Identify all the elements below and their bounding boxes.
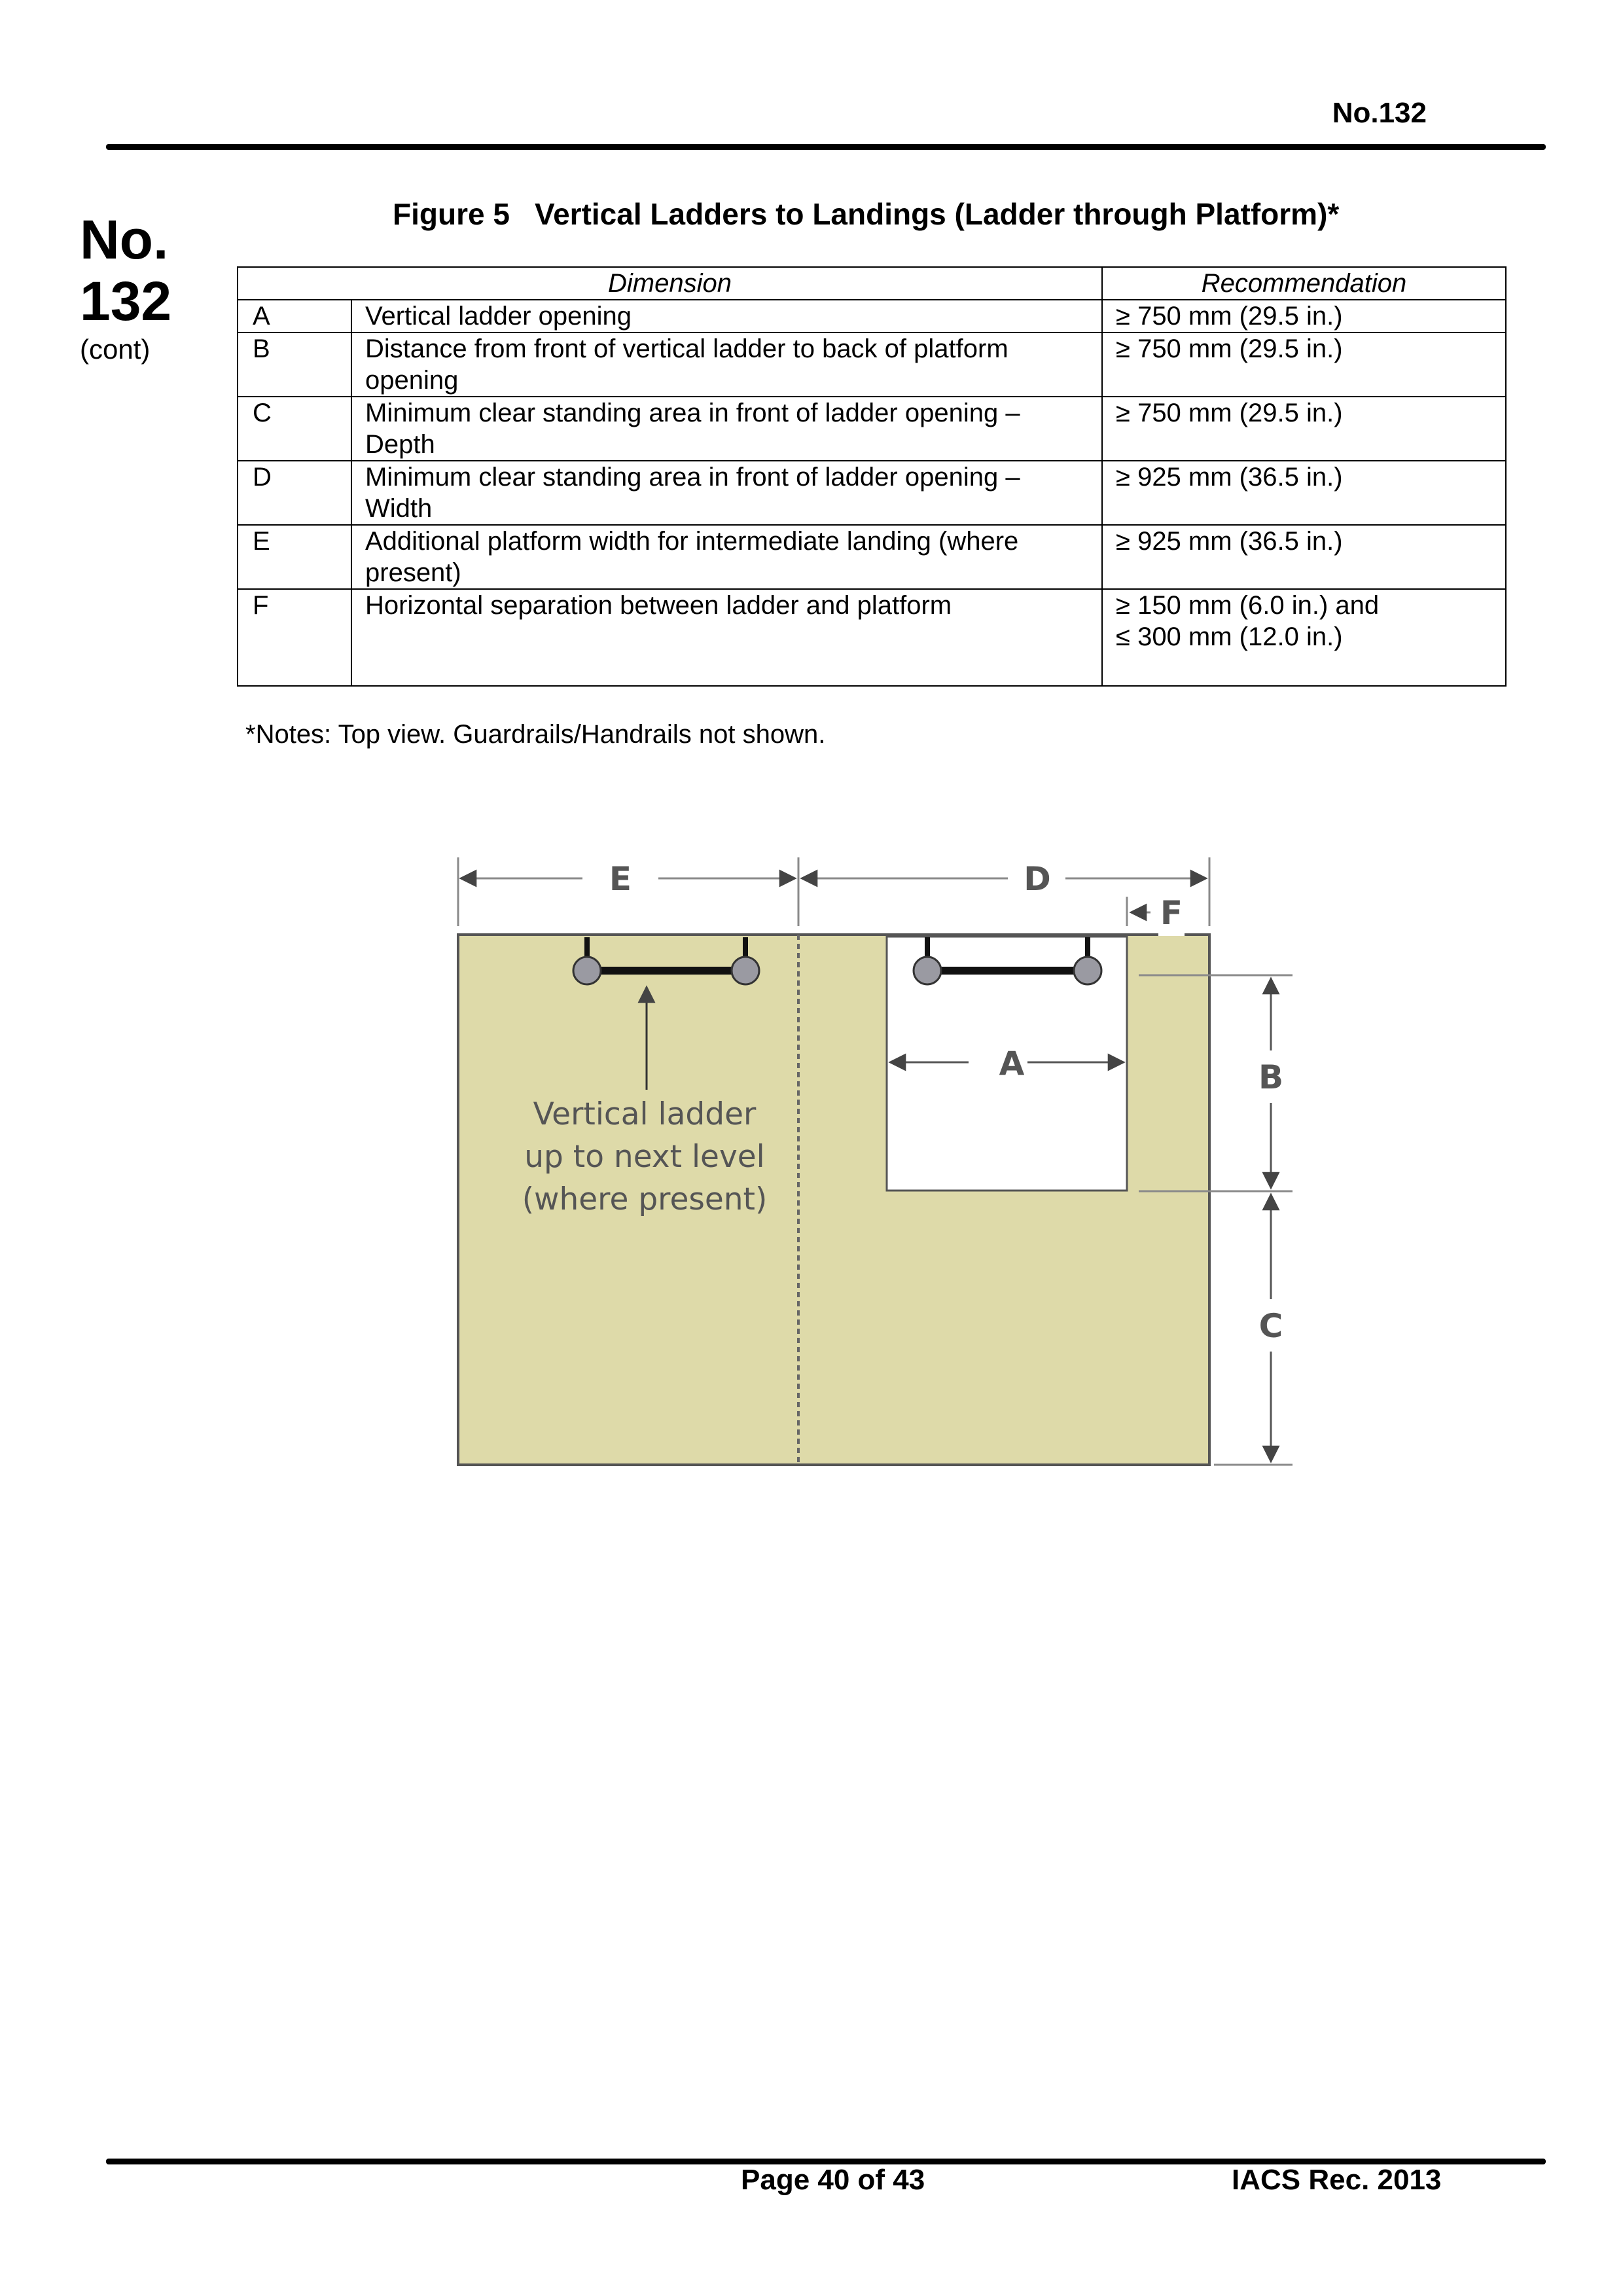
callout-line: Vertical ladder	[533, 1096, 757, 1132]
row-letter: D	[238, 461, 351, 525]
table-row	[238, 397, 1506, 461]
recommendation-line: ≥ 750 mm (29.5 in.)	[1116, 334, 1343, 363]
figure-notes: *Notes: Top view. Guardrails/Handrails not shown.	[245, 720, 826, 749]
table-row	[238, 589, 1506, 686]
side-label-cont: (cont)	[80, 334, 151, 365]
recommendation-line: ≥ 150 mm (6.0 in.) and	[1116, 591, 1380, 620]
recommendation-line: ≤ 300 mm (12.0 in.)	[1116, 622, 1343, 651]
row-recommendation	[1102, 332, 1506, 397]
dimension-b-label: B	[1258, 1058, 1284, 1096]
row-dimension: Minimum clear standing area in front of ladder opening – Width	[351, 461, 1102, 525]
dimension-c-label: C	[1258, 1307, 1283, 1345]
row-recommendation	[1102, 589, 1506, 686]
row-dimension: Vertical ladder opening	[351, 300, 1102, 332]
recommendation-line: ≥ 925 mm (36.5 in.)	[1116, 463, 1343, 492]
publisher-label: IACS Rec. 2013	[1232, 2164, 1442, 2196]
dimension-d-label: D	[1024, 860, 1051, 898]
recommendation-header: Recommendation	[1102, 267, 1506, 300]
table-header-row	[238, 267, 1506, 300]
table-row	[238, 525, 1506, 589]
recommendation-line: ≥ 750 mm (29.5 in.)	[1116, 399, 1343, 427]
row-letter: E	[238, 525, 351, 589]
side-label-no: No.	[80, 209, 169, 270]
dimension-f-label: F	[1160, 894, 1183, 932]
row-recommendation	[1102, 397, 1506, 461]
dimension-a-label: A	[999, 1045, 1025, 1083]
row-dimension: Horizontal separation between ladder and platform	[351, 589, 1102, 686]
dimension-e-label: E	[609, 860, 632, 898]
row-letter: B	[238, 332, 351, 397]
side-label-number: 132	[80, 270, 172, 332]
row-recommendation	[1102, 461, 1506, 525]
row-recommendation	[1102, 300, 1506, 332]
dimension-header: Dimension	[238, 267, 1102, 300]
row-letter: F	[238, 589, 351, 686]
figure-title	[393, 196, 1339, 232]
page-number: Page 40 of 43	[741, 2164, 925, 2196]
row-letter: A	[238, 300, 351, 332]
header-rule	[106, 144, 1546, 150]
row-recommendation	[1102, 525, 1506, 589]
table-row	[238, 300, 1506, 332]
callout-line: up to next level	[524, 1139, 765, 1175]
figure-caption: Vertical Ladders to Landings (Ladder through Platform)*	[534, 197, 1340, 231]
document-number: No.132	[1332, 97, 1427, 129]
table-row	[238, 332, 1506, 397]
recommendation-line: ≥ 925 mm (36.5 in.)	[1116, 527, 1343, 556]
platform-diagram	[445, 844, 1309, 1473]
row-dimension: Minimum clear standing area in front of ladder opening – Depth	[351, 397, 1102, 461]
recommendation-line: ≥ 750 mm (29.5 in.)	[1116, 302, 1343, 331]
row-dimension: Distance from front of vertical ladder to back of platform opening	[351, 332, 1102, 397]
callout-line: (where present)	[522, 1181, 768, 1217]
dimensions-table	[237, 266, 1507, 687]
row-letter: C	[238, 397, 351, 461]
table-row	[238, 461, 1506, 525]
figure-number: Figure 5	[393, 197, 510, 231]
row-dimension: Additional platform width for intermediate landing (where present)	[351, 525, 1102, 589]
